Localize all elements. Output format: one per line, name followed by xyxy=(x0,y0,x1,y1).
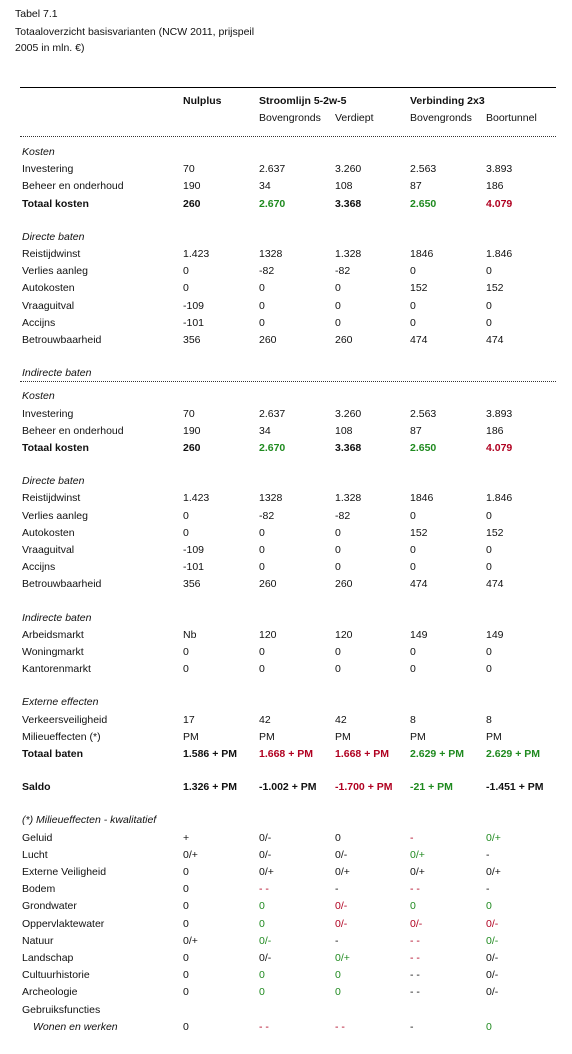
table-cell: 0/- xyxy=(335,900,348,913)
table-cell: 0 xyxy=(486,265,492,278)
table-cell: 0 xyxy=(259,646,265,658)
table-cell: - xyxy=(335,934,339,947)
table-cell: 260 xyxy=(183,197,201,210)
table-cell: 260 xyxy=(183,442,201,454)
table-cell: 0/- xyxy=(259,848,272,861)
table-cell: 0 xyxy=(335,663,341,676)
table-cell: 0 xyxy=(335,544,341,556)
table-cell: - - xyxy=(410,952,420,964)
table-cell: -1.700 + PM xyxy=(335,781,393,794)
table-cell: 42 xyxy=(335,713,347,726)
table-cell: 0 xyxy=(335,831,341,844)
table-cell: 0 xyxy=(486,316,492,329)
row-label: Arbeidsmarkt xyxy=(22,628,84,641)
row-label: Geluid xyxy=(22,831,53,844)
section-heading: Indirecte baten xyxy=(22,611,92,624)
table-cell: 34 xyxy=(259,424,271,437)
table-cell: 0/- xyxy=(486,917,499,930)
table-cell: 0 xyxy=(183,526,189,539)
section-dotted-rule xyxy=(20,381,556,382)
table-cell: 186 xyxy=(486,424,504,437)
table-cell: 0 xyxy=(183,917,189,930)
table-cell: 1.423 xyxy=(183,492,210,505)
row-label: Milieueffecten (*) xyxy=(22,730,101,743)
table-cell: 0 xyxy=(335,969,341,982)
row-label: Accijns xyxy=(22,316,56,329)
table-cell: 0 xyxy=(335,526,341,539)
row-label: Natuur xyxy=(22,934,54,947)
table-cell: 152 xyxy=(410,282,428,295)
table-cell: 0/- xyxy=(259,952,272,964)
table-cell: - xyxy=(410,831,414,844)
table-cell: 260 xyxy=(259,578,277,591)
table-cell: 0 xyxy=(259,986,265,999)
table-cell: 356 xyxy=(183,578,201,591)
table-cell: -82 xyxy=(335,265,351,278)
table-cell: 2.629 + PM xyxy=(486,748,540,760)
table-cell: 0 xyxy=(410,900,416,913)
table-cell: 0 xyxy=(410,561,416,574)
col-header-verbinding: Verbinding 2x3 xyxy=(410,95,485,107)
table-cell: 0/- xyxy=(486,952,499,964)
table-cell: -101 xyxy=(183,561,205,574)
table-cell: 0 xyxy=(259,526,265,539)
row-label: Gebruiksfuncties xyxy=(22,1003,101,1016)
table-cell: -82 xyxy=(259,509,275,522)
row-label: Beheer en onderhoud xyxy=(22,424,124,437)
row-label: Kantorenmarkt xyxy=(22,663,91,676)
table-cell: PM xyxy=(259,730,275,743)
table-cell: PM xyxy=(183,730,199,743)
row-label: Wonen en werken xyxy=(33,1020,118,1033)
row-label: Bodem xyxy=(22,883,56,896)
table-cell: 0 xyxy=(259,917,265,930)
table-cell: PM xyxy=(486,730,502,743)
table-cell: 2.670 xyxy=(259,197,286,210)
table-cell: 42 xyxy=(259,713,271,726)
row-label: Cultuurhistorie xyxy=(22,969,90,982)
table-cell: 34 xyxy=(259,180,271,193)
row-label: Lucht xyxy=(22,848,48,861)
table-cell: 3.368 xyxy=(335,442,362,454)
table-cell: 0 xyxy=(183,952,189,964)
table-cell: 0 xyxy=(335,986,341,999)
table-cell: 0 xyxy=(183,883,189,896)
row-label: Oppervlaktewater xyxy=(22,917,105,930)
table-cell: 149 xyxy=(410,628,428,641)
table-title: Tabel 7.1 xyxy=(15,8,58,20)
table-cell: PM xyxy=(335,730,351,743)
section-heading: Kosten xyxy=(22,390,55,403)
table-cell: -1.451 + PM xyxy=(486,781,544,794)
table-cell: 2.563 xyxy=(410,163,437,176)
table-cell: 0 xyxy=(183,1020,189,1033)
table-subtitle: Totaaloverzicht basisvarianten (NCW 2011, prijspeil 2005 in mln. €) xyxy=(15,26,255,54)
table-cell: + xyxy=(183,831,190,844)
section-heading: Indirecte baten xyxy=(22,367,92,380)
table-cell: 17 xyxy=(183,713,195,726)
table-cell: 0 xyxy=(183,866,189,878)
table-cell: 1.668 + PM xyxy=(335,748,389,760)
table-cell: 0 xyxy=(259,663,265,676)
table-cell: 186 xyxy=(486,180,504,193)
table-cell: 149 xyxy=(486,628,504,641)
table-cell: - - xyxy=(335,1020,345,1033)
table-cell: 1.586 + PM xyxy=(183,748,237,760)
table-cell: PM xyxy=(410,730,426,743)
table-cell: -1.002 + PM xyxy=(259,781,317,794)
table-cell: 0 xyxy=(183,663,189,676)
table-cell: 0/+ xyxy=(183,934,198,947)
section-heading: Directe baten xyxy=(22,230,85,243)
row-label: Landschap xyxy=(22,952,74,964)
table-cell: 0 xyxy=(259,900,265,913)
table-cell: 3.893 xyxy=(486,407,513,420)
table-cell: - - xyxy=(410,934,420,947)
table-cell: 0 xyxy=(259,561,265,574)
table-cell: 0/- xyxy=(410,917,423,930)
table-cell: 0 xyxy=(183,900,189,913)
table-cell: 0 xyxy=(183,986,189,999)
col-subheader-boortunnel: Boortunnel xyxy=(486,112,537,124)
table-cell: 0/- xyxy=(259,831,272,844)
col-header-nulplus: Nulplus xyxy=(183,95,222,107)
table-cell: 1328 xyxy=(259,248,283,260)
table-cell: 3.260 xyxy=(335,163,362,176)
section-heading: Externe effecten xyxy=(22,696,99,709)
table-cell: 0/+ xyxy=(183,848,198,861)
table-cell: 0 xyxy=(335,316,341,329)
table-cell: 190 xyxy=(183,424,201,437)
table-cell: 1.423 xyxy=(183,248,210,260)
table-cell: 0 xyxy=(486,509,492,522)
table-cell: 0 xyxy=(183,509,189,522)
table-cell: 2.563 xyxy=(410,407,437,420)
row-label: Grondwater xyxy=(22,900,77,913)
table-cell: 474 xyxy=(410,578,428,591)
table-cell: 152 xyxy=(410,526,428,539)
table-cell: 0 xyxy=(486,663,492,676)
table-cell: 0 xyxy=(259,282,265,295)
table-cell: 0/- xyxy=(486,986,499,999)
table-cell: 0/- xyxy=(335,848,348,861)
table-cell: 0 xyxy=(335,646,341,658)
table-cell: 0/+ xyxy=(486,866,501,878)
table-cell: 0 xyxy=(486,900,492,913)
table-cell: 0 xyxy=(486,646,492,658)
table-cell: 0 xyxy=(410,663,416,676)
table-cell: 3.260 xyxy=(335,407,362,420)
table-cell: 0 xyxy=(183,969,189,982)
row-label: Externe Veiligheid xyxy=(22,866,107,878)
row-label: Verlies aanleg xyxy=(22,509,88,522)
table-cell: 1846 xyxy=(410,248,434,260)
table-cell: 474 xyxy=(410,334,428,346)
section-heading: Directe baten xyxy=(22,475,85,488)
table-cell: 0 xyxy=(486,544,492,556)
table-cell: 70 xyxy=(183,407,195,420)
row-label: Reistijdwinst xyxy=(22,248,81,260)
table-cell: -82 xyxy=(259,265,275,278)
table-cell: 0/- xyxy=(259,934,272,947)
row-label: Betrouwbaarheid xyxy=(22,334,102,346)
table-cell: 0 xyxy=(259,969,265,982)
table-cell: - - xyxy=(410,969,420,982)
row-label: Autokosten xyxy=(22,526,75,539)
table-cell: - - xyxy=(259,883,269,896)
table-cell: 0 xyxy=(410,509,416,522)
table-cell: - xyxy=(410,1020,414,1033)
table-cell: 152 xyxy=(486,526,504,539)
header-top-rule xyxy=(20,87,556,88)
table-cell: 260 xyxy=(335,334,353,346)
row-label: Accijns xyxy=(22,561,56,574)
table-cell: 2.650 xyxy=(410,442,437,454)
row-label: Totaal kosten xyxy=(22,197,89,210)
table-cell: 0/+ xyxy=(410,866,425,878)
table-cell: 0 xyxy=(410,646,416,658)
row-label: Investering xyxy=(22,163,74,176)
table-cell: 0 xyxy=(335,282,341,295)
table-cell: 120 xyxy=(259,628,277,641)
table-cell: 87 xyxy=(410,180,422,193)
table-cell: - - xyxy=(259,1020,269,1033)
table-cell: 0 xyxy=(486,299,492,312)
row-label: Vraaguitval xyxy=(22,299,75,312)
row-label: Totaal kosten xyxy=(22,442,89,454)
table-cell: -101 xyxy=(183,316,205,329)
row-label: Archeologie xyxy=(22,986,78,999)
table-cell: - - xyxy=(410,883,420,896)
row-label: Beheer en onderhoud xyxy=(22,180,124,193)
table-cell: 8 xyxy=(410,713,416,726)
table-cell: - xyxy=(486,883,490,896)
table-cell: 2.637 xyxy=(259,163,286,176)
table-cell: -21 + PM xyxy=(410,781,453,794)
table-cell: 1328 xyxy=(259,492,283,505)
table-cell: 4.079 xyxy=(486,197,513,210)
table-cell: 120 xyxy=(335,628,353,641)
table-cell: - xyxy=(335,883,339,896)
table-cell: 2.650 xyxy=(410,197,437,210)
table-cell: 2.629 + PM xyxy=(410,748,464,760)
table-cell: 0/+ xyxy=(335,952,350,964)
col-header-stroomlijn: Stroomlijn 5-2w-5 xyxy=(259,95,347,107)
table-cell: 108 xyxy=(335,424,353,437)
table-cell: 190 xyxy=(183,180,201,193)
table-cell: 1.846 xyxy=(486,248,513,260)
row-label: Betrouwbaarheid xyxy=(22,578,102,591)
section-heading: Kosten xyxy=(22,146,55,158)
table-cell: -109 xyxy=(183,299,205,312)
table-cell: 0/+ xyxy=(410,848,425,861)
table-cell: 0 xyxy=(410,265,416,278)
table-cell: 0/- xyxy=(335,917,348,930)
table-cell: 1.326 + PM xyxy=(183,781,237,794)
table-cell: 260 xyxy=(259,334,277,346)
table-cell: 87 xyxy=(410,424,422,437)
row-label: Vraaguitval xyxy=(22,544,75,556)
table-cell: 474 xyxy=(486,334,504,346)
table-cell: 0 xyxy=(410,544,416,556)
table-cell: 0 xyxy=(486,1020,492,1033)
col-subheader-bovengronds-1: Bovengronds xyxy=(259,112,321,124)
table-cell: 0 xyxy=(486,561,492,574)
table-cell: 2.670 xyxy=(259,442,286,454)
table-cell: 474 xyxy=(486,578,504,591)
col-subheader-bovengronds-2: Bovengronds xyxy=(410,112,472,124)
table-cell: 2.637 xyxy=(259,407,286,420)
table-cell: 0/+ xyxy=(335,866,350,878)
table-cell: 8 xyxy=(486,713,492,726)
table-cell: 4.079 xyxy=(486,442,513,454)
table-cell: 0 xyxy=(335,561,341,574)
table-cell: Nb xyxy=(183,628,197,641)
table-cell: 0/+ xyxy=(486,831,501,844)
table-cell: -109 xyxy=(183,544,205,556)
row-label: Verkeersveiligheid xyxy=(22,713,108,726)
table-cell: 0 xyxy=(410,299,416,312)
table-cell: - xyxy=(486,848,490,861)
table-cell: 1.668 + PM xyxy=(259,748,313,760)
table-cell: 0 xyxy=(259,299,265,312)
section-heading: (*) Milieueffecten - kwalitatief xyxy=(22,814,157,827)
table-cell: - - xyxy=(410,986,420,999)
row-label: Autokosten xyxy=(22,282,75,295)
table-cell: 0 xyxy=(259,544,265,556)
table-cell: 0/- xyxy=(486,934,499,947)
row-label: Investering xyxy=(22,407,74,420)
table-cell: 1.846 xyxy=(486,492,513,505)
row-label: Reistijdwinst xyxy=(22,492,81,505)
table-cell: 0 xyxy=(259,316,265,329)
table-cell: 0 xyxy=(183,646,189,658)
table-cell: 1.328 xyxy=(335,492,362,505)
table-cell: 108 xyxy=(335,180,353,193)
table-cell: 356 xyxy=(183,334,201,346)
row-label: Verlies aanleg xyxy=(22,265,88,278)
table-cell: 3.893 xyxy=(486,163,513,176)
table-cell: 0 xyxy=(183,265,189,278)
table-cell: 70 xyxy=(183,163,195,176)
row-label: Saldo xyxy=(22,781,51,794)
header-dotted-rule xyxy=(20,136,556,137)
table-cell: 1.328 xyxy=(335,248,362,260)
table-cell: -82 xyxy=(335,509,351,522)
table-cell: 0 xyxy=(335,299,341,312)
row-label: Totaal baten xyxy=(22,748,84,760)
table-cell: 3.368 xyxy=(335,197,362,210)
row-label: Woningmarkt xyxy=(22,646,84,658)
table-cell: 0 xyxy=(183,282,189,295)
table-cell: 0/+ xyxy=(259,866,274,878)
col-subheader-verdiept: Verdiept xyxy=(335,112,374,124)
table-cell: 0/- xyxy=(486,969,499,982)
table-cell: 260 xyxy=(335,578,353,591)
table-cell: 0 xyxy=(410,316,416,329)
table-cell: 1846 xyxy=(410,492,434,505)
table-cell: 152 xyxy=(486,282,504,295)
